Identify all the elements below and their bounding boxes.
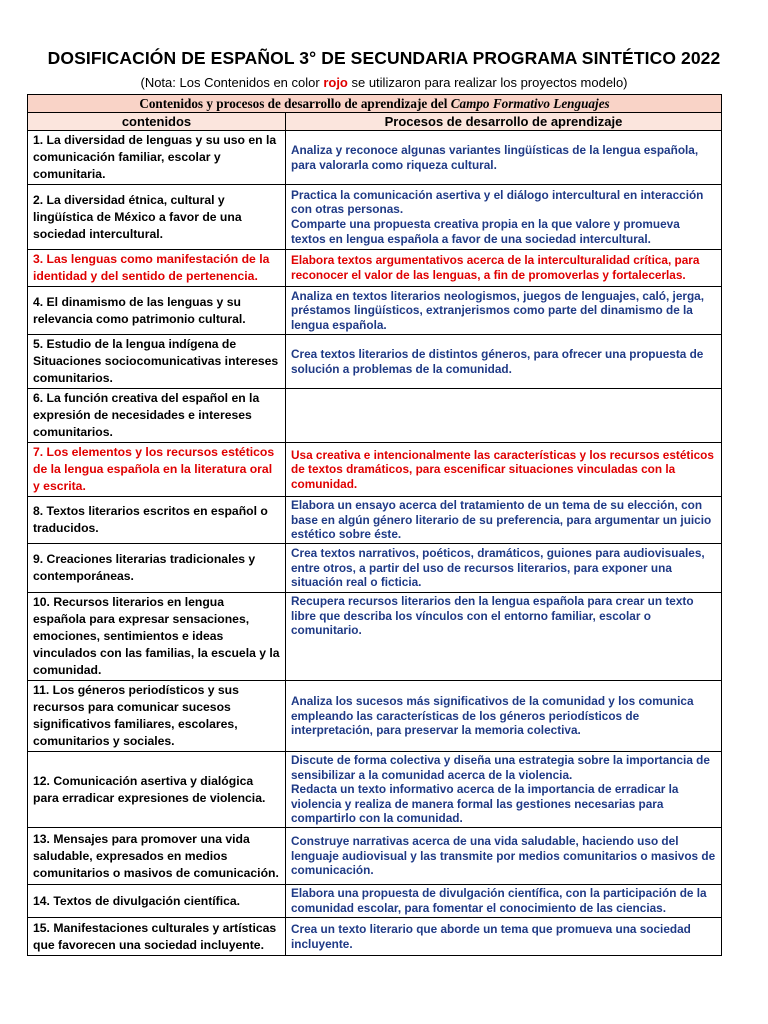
procesos-cell — [286, 185, 722, 250]
contenido-cell: 4. El dinamismo de las lenguas y su relevancia como patrimonio cultural. — [28, 287, 286, 335]
proceso-text: Construye narrativas acerca de una vida saludable, haciendo uso del lenguaje audiovisual y las transmite por medios comunitarios o masivos de comunicación. — [291, 834, 716, 878]
table-row — [28, 593, 722, 681]
note — [0, 75, 768, 90]
table-row — [28, 389, 722, 443]
proceso-text: Discute de forma colectiva y diseña una estrategia sobre la importancia de sensibilizar a la comunidad acerca de la violencia. — [291, 753, 710, 782]
contenido-cell: 2. La diversidad étnica, cultural y lingüística de México a favor de una sociedad intercultural. — [28, 185, 286, 250]
column-header-contenidos: contenidos — [28, 113, 286, 131]
page-title: DOSIFICACIÓN DE ESPAÑOL 3° DE SECUNDARIA PROGRAMA SINTÉTICO 2022 — [47, 48, 721, 68]
column-header-procesos: Procesos de desarrollo de aprendizaje — [286, 113, 722, 131]
table-row — [28, 443, 722, 497]
table-row — [28, 885, 722, 918]
proceso-text: Crea textos literarios de distintos géneros, para ofrecer una propuesta de solución a problemas de la comunidad. — [291, 346, 704, 376]
table-row — [28, 828, 722, 885]
table-main-header-row — [28, 95, 722, 113]
contenido-cell: 11. Los géneros periodísticos y sus recursos para comunicar sucesos significativos familiares, escolares, comunitarios y sociales. — [28, 681, 286, 752]
table-row — [28, 544, 722, 593]
contenido-cell: 12. Comunicación asertiva y dialógica para erradicar expresiones de violencia. — [28, 752, 286, 828]
contenido-cell: 13. Mensajes para promover una vida saludable, expresados en medios comunitarios o masivos de comunicación. — [28, 828, 286, 885]
procesos-cell — [286, 544, 722, 593]
contenido-cell: 3. Las lenguas como manifestación de la identidad y del sentido de pertenencia. — [28, 250, 286, 287]
procesos-cell — [286, 885, 722, 918]
contenido-cell: 14. Textos de divulgación científica. — [28, 885, 286, 918]
proceso-text: Elabora un ensayo acerca del tratamiento de un tema de su elección, con base en algún género literario de su preferencia, para argumentar un juicio estético sobre éste. — [291, 498, 712, 542]
table-main-header-text: Contenidos y procesos de desarrollo de aprendizaje del — [139, 95, 451, 111]
procesos-cell — [286, 828, 722, 885]
table-row — [28, 335, 722, 389]
procesos-cell — [286, 287, 722, 335]
proceso-text: Usa creativa e intencionalmente las características y los recursos estéticos de textos dramáticos, para escenificar situaciones vinculadas con la comunidad. — [291, 447, 714, 491]
contenido-cell: 9. Creaciones literarias tradicionales y contemporáneas. — [28, 544, 286, 593]
procesos-cell — [286, 497, 722, 544]
procesos-cell — [286, 335, 722, 389]
proceso-text: Analiza en textos literarios neologismos, juegos de lenguajes, caló, jerga, préstamos lingüísticos, extranjerismos como parte del dinamismo de la lengua española. — [291, 288, 705, 332]
table-row — [28, 918, 722, 956]
table-row — [28, 185, 722, 250]
procesos-cell — [286, 443, 722, 497]
table-row — [28, 287, 722, 335]
contenido-cell: 10. Recursos literarios en lengua española para expresar sensaciones, emociones, sentimientos e ideas vinculados con las familias, la escuela y la comunidad. — [28, 593, 286, 681]
table-row — [28, 752, 722, 828]
procesos-cell — [286, 681, 722, 752]
table-row — [28, 681, 722, 752]
procesos-cell — [286, 752, 722, 828]
dosificacion-table — [27, 94, 722, 956]
table-column-header-row — [28, 113, 722, 131]
procesos-cell — [286, 250, 722, 287]
proceso-text: Recupera recursos literarios den la lengua española para crear un texto libre que describa los vínculos con el entorno familiar, escolar o comunitario. — [291, 594, 694, 638]
procesos-cell — [286, 918, 722, 956]
contenido-cell: 7. Los elementos y los recursos estéticos de la lengua española en la literatura oral y escrita. — [28, 443, 286, 497]
proceso-text: Analiza y reconoce algunas variantes lingüísticas de la lengua española, para valorarla como riqueza cultural. — [291, 142, 699, 172]
table-main-header-italic: Campo Formativo Lenguajes — [450, 95, 610, 111]
note-text-after: se utilizaron para realizar los proyectos modelo) — [347, 75, 628, 90]
contenido-cell: 1. La diversidad de lenguas y su uso en la comunicación familiar, escolar y comunitaria. — [28, 131, 286, 185]
table-main-header — [28, 95, 722, 113]
procesos-cell — [286, 131, 722, 185]
contenido-cell: 6. La función creativa del español en la expresión de necesidades e intereses comunitarios. — [28, 389, 286, 443]
proceso-text: Crea textos narrativos, poéticos, dramáticos, guiones para audiovisuales, entre otros, a partir del uso de recursos literarios, para exponer una situación real o ficticia. — [291, 546, 705, 590]
proceso-text: Analiza los sucesos más significativos de la comunidad y los comunica empleando las características de los géneros periodísticos de interpretación, para preservar la memoria colectiva. — [291, 694, 694, 738]
contenido-cell: 15. Manifestaciones culturales y artísticas que favorecen una sociedad incluyente. — [28, 918, 286, 956]
note-red-word: rojo — [323, 75, 348, 90]
proceso-text: Elabora textos argumentativos acerca de la interculturalidad crítica, para reconocer el valor de las lenguas, a fin de promoverlas y fortalecerlas. — [291, 253, 700, 282]
contenido-cell: 5. Estudio de la lengua indígena de Situaciones sociocomunicativas intereses comunitarios. — [28, 335, 286, 389]
contenido-cell: 8. Textos literarios escritos en español o traducidos. — [28, 497, 286, 544]
proceso-text: Comparte una propuesta creativa propia en la que valore y promueva textos en lengua española a favor de una sociedad intercultural. — [291, 217, 680, 246]
table-row — [28, 250, 722, 287]
table-row — [28, 497, 722, 544]
note-text-before: (Nota: Los Contenidos en color — [140, 75, 324, 90]
proceso-text: Practica la comunicación asertiva y el diálogo intercultural en interacción con otras personas. — [291, 187, 704, 217]
table-row — [28, 131, 722, 185]
procesos-cell — [286, 389, 722, 443]
proceso-text: Crea un texto literario que aborde un tema que promueva una sociedad incluyente. — [291, 921, 691, 951]
proceso-text: Elabora una propuesta de divulgación científica, con la participación de la comunidad escolar, para fomentar el conocimiento de las ciencias. — [291, 886, 707, 915]
procesos-cell — [286, 593, 722, 681]
proceso-text: Redacta un texto informativo acerca de la importancia de erradicar la violencia y realiza de manera formal las gestiones necesarias para compartirlo con la comunidad. — [291, 782, 679, 826]
